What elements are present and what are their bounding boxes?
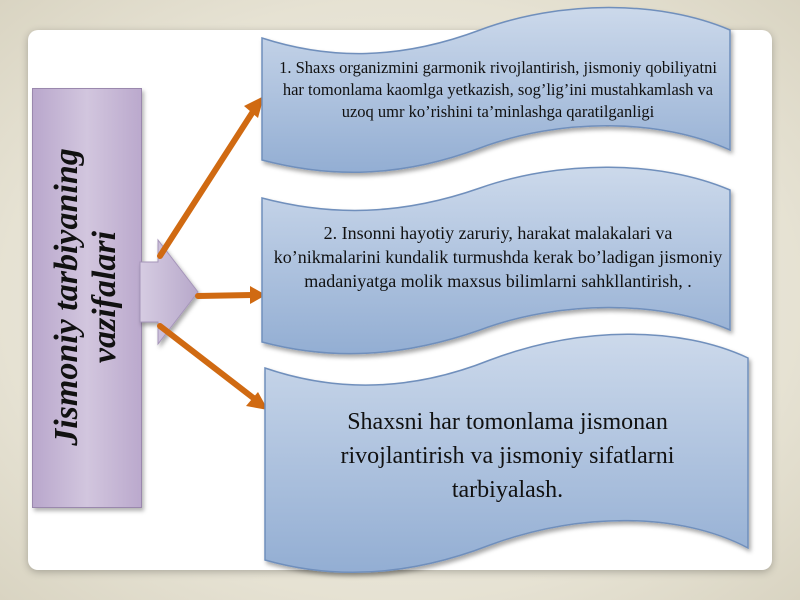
chevron-connector [140,240,198,344]
left-title-line-2: vazifalari [86,230,123,364]
card-2-text: 2. Insonni hayotiy zaruriy, harakat malakalari va ko’nikmalarini kundalik turmushda kerak bo’ladigan jismoniy madaniyatga molik maxsus bilimlarni sahkllantirish, . [273,223,723,291]
card-3-text: Shaxsni har tomonlama jismonan rivojlantirish va jismoniy sifatlarni tarbiyalash. [340,409,675,503]
arrow-to-card-1 [160,96,264,256]
card-1-text: 1. Shaxs organizmini garmonik rivojlantirish, jismoniy qobiliyatni har tomonlama kaomlga yetkazish, sog’lig’ini mustahkamlash va uzoq umr ko’rishini ta’minlashga qaratilganligi [279,58,717,121]
arrow-to-card-3 [160,326,268,410]
left-title [32,88,140,506]
left-title-line-1: Jismoniy tarbiyaning [48,148,85,446]
arrow-to-card-2 [198,286,266,304]
